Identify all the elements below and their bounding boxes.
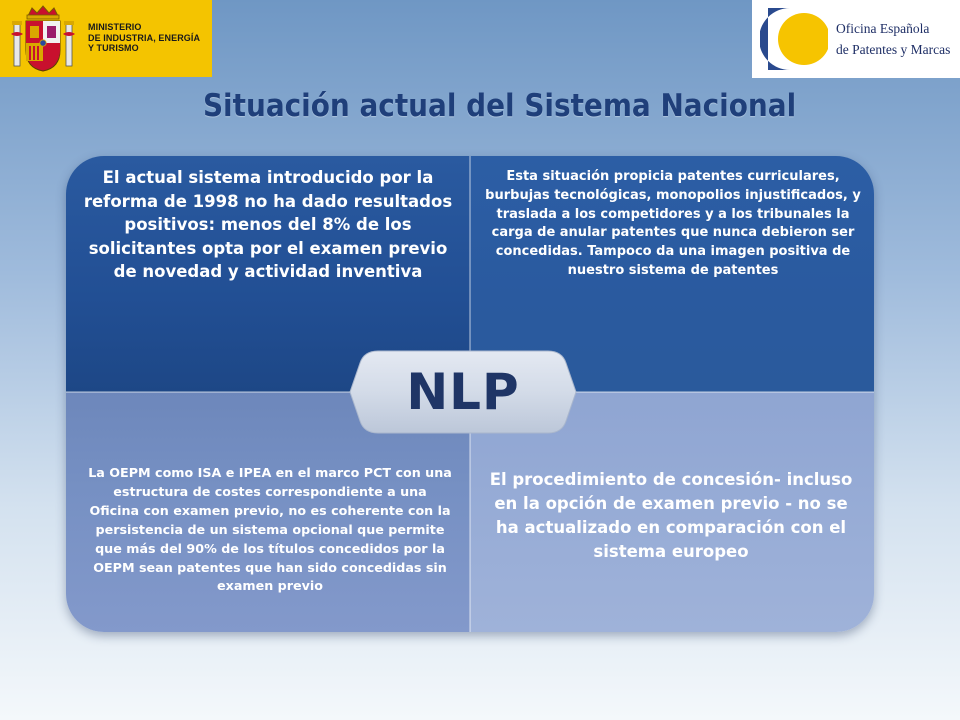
oepm-name: Oficina Española de Patentes y Marcas <box>836 21 951 57</box>
quadrant-bottom-right-text: El procedimiento de concesión- incluso en la opción de examen previo - no se ha actualizado en comparación con el sistema europeo <box>489 470 853 561</box>
center-label: NLP <box>406 363 520 421</box>
quadrant-top-left-text: El actual sistema introducido por la reforma de 1998 no ha dado resultados positivos: menos del 8% de los solicitantes opta por el examen previo de novedad y actividad inventiva <box>83 168 453 281</box>
quadrant-top-right-text: Esta situación propicia patentes curriculares, burbujas tecnológicas, monopolios injustificados, y traslada a los competidores y a los tribunales la carga de anular patentes que nunca debieron ser concedidas. Tampoco da una imagen positiva de nuestro sistema de patentes <box>485 169 861 278</box>
oepm-logo <box>752 0 960 78</box>
center-badge <box>348 347 578 437</box>
slide-title <box>0 88 960 124</box>
oepm-sun-icon <box>760 4 828 74</box>
quadrant-bottom-left-text: La OEPM como ISA e IPEA en el marco PCT con una estructura de costes correspondiente a una Oficina con examen previo, no es coherente con la persistencia de un sistema opcional que permite que más del 90% de los títulos concedidos por la OEPM sean patentes que han sido concedidas sin examen previo <box>88 465 452 594</box>
ministry-logo <box>0 0 212 77</box>
ministry-name: MINISTERIO DE INDUSTRIA, ENERGÍA Y TURISMO <box>88 22 201 53</box>
slide-title-text: Situación actual del Sistema Nacional <box>203 88 797 124</box>
coat-of-arms-icon <box>8 4 78 74</box>
